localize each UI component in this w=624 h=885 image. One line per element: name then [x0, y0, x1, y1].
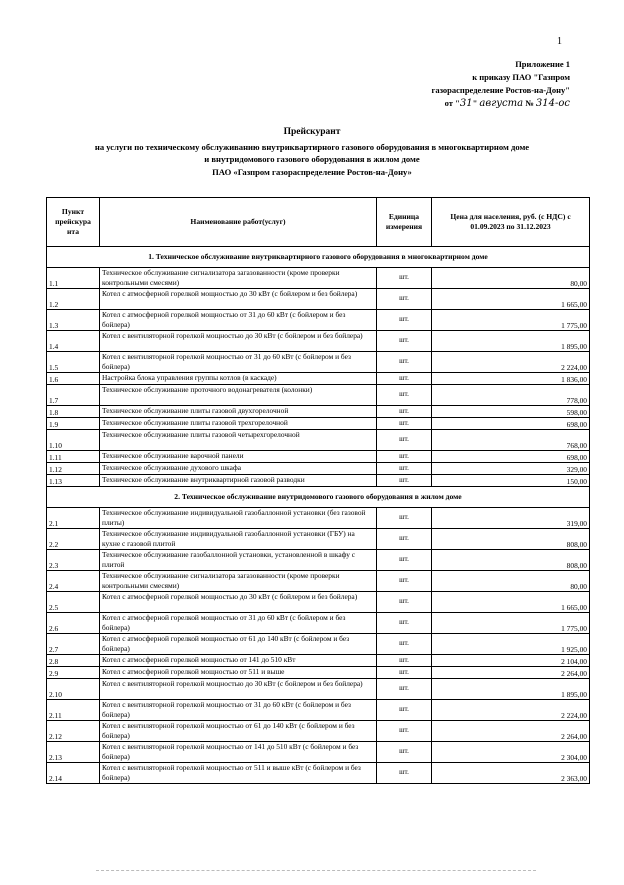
service-name-cell: Техническое обслуживание индивидуальной газобаллонной установки (без газовой плиты)	[100, 508, 377, 529]
unit-cell: шт.	[377, 373, 432, 385]
unit-cell: шт.	[377, 451, 432, 463]
item-number-cell: 2.6	[47, 613, 100, 634]
item-number-cell: 2.11	[47, 700, 100, 721]
unit-cell: шт.	[377, 406, 432, 418]
service-name-cell: Котел с атмосферной горелкой мощностью от 31 до 60 кВт (с бойлером и без бойлера)	[100, 613, 377, 634]
item-number-cell: 1.9	[47, 418, 100, 430]
price-cell: 698,00	[432, 418, 590, 430]
price-cell: 319,00	[432, 508, 590, 529]
table-row	[47, 742, 590, 763]
table-row	[47, 289, 590, 310]
table-row	[47, 430, 590, 451]
unit-cell: шт.	[377, 721, 432, 742]
price-cell: 80,00	[432, 571, 590, 592]
price-cell: 2 304,00	[432, 742, 590, 763]
table-row	[47, 613, 590, 634]
service-name-cell: Техническое обслуживание плиты газовой четырехгорелочной	[100, 430, 377, 451]
item-number-cell: 1.2	[47, 289, 100, 310]
title-line-1: на услуги по техническому обслуживанию внутриквартирного газового оборудования в многоквартирном доме	[94, 141, 530, 152]
item-number-cell: 2.5	[47, 592, 100, 613]
price-cell: 778,00	[432, 385, 590, 406]
unit-cell: шт.	[377, 331, 432, 352]
price-table	[46, 197, 590, 784]
service-name-cell: Котел с вентиляторной горелкой мощностью до 30 кВт (с бойлером и без бойлера)	[100, 331, 377, 352]
price-cell: 598,00	[432, 406, 590, 418]
price-cell: 150,00	[432, 475, 590, 487]
item-number-cell: 2.8	[47, 655, 100, 667]
service-name-cell: Котел с атмосферной горелкой мощностью до 30 кВт (с бойлером и без бойлера)	[100, 592, 377, 613]
unit-cell: шт.	[377, 550, 432, 571]
title-heading: Прейскурант	[283, 127, 341, 137]
price-cell: 698,00	[432, 451, 590, 463]
service-name-cell: Техническое обслуживание газобаллонной установки, установленной в шкафу с плитой	[100, 550, 377, 571]
unit-cell: шт.	[377, 385, 432, 406]
title-line-3: ПАО «Газпром газораспределение Ростов-на-Дону»	[212, 166, 412, 177]
price-cell: 1 895,00	[432, 679, 590, 700]
price-cell: 2 264,00	[432, 667, 590, 679]
table-row	[47, 406, 590, 418]
item-number-cell: 2.1	[47, 508, 100, 529]
service-name-cell: Котел с атмосферной горелкой мощностью до 30 кВт (с бойлером и без бойлера)	[100, 289, 377, 310]
service-name-cell: Техническое обслуживание проточного водонагревателя (колонки)	[100, 385, 377, 406]
item-number-cell: 1.13	[47, 475, 100, 487]
item-number-cell: 1.5	[47, 352, 100, 373]
unit-cell: шт.	[377, 571, 432, 592]
unit-cell: шт.	[377, 310, 432, 331]
unit-cell: шт.	[377, 508, 432, 529]
price-cell: 1 925,00	[432, 634, 590, 655]
page-number: 1	[557, 36, 562, 47]
table-row	[47, 331, 590, 352]
unit-cell: шт.	[377, 634, 432, 655]
item-number-cell: 1.8	[47, 406, 100, 418]
service-name-cell: Котел с атмосферной горелкой мощностью от 61 до 140 кВт (с бойлером и без бойлера)	[100, 634, 377, 655]
service-name-cell: Техническое обслуживание сигнализатора загазованности (кроме проверки контрольными смесями)	[100, 268, 377, 289]
unit-cell: шт.	[377, 475, 432, 487]
price-cell: 2 104,00	[432, 655, 590, 667]
table-header-row	[47, 198, 590, 247]
unit-cell: шт.	[377, 613, 432, 634]
price-cell: 1 775,00	[432, 310, 590, 331]
section-row	[47, 487, 590, 508]
unit-cell: шт.	[377, 742, 432, 763]
annex-block	[370, 58, 570, 110]
item-number-cell: 1.1	[47, 268, 100, 289]
unit-cell: шт.	[377, 700, 432, 721]
item-number-cell: 1.3	[47, 310, 100, 331]
service-name-cell: Техническое обслуживание внутриквартирной газовой разводки	[100, 475, 377, 487]
table-row	[47, 550, 590, 571]
table-row	[47, 385, 590, 406]
item-number-cell: 2.7	[47, 634, 100, 655]
unit-cell: шт.	[377, 268, 432, 289]
table-row	[47, 451, 590, 463]
price-cell: 1 895,00	[432, 331, 590, 352]
service-name-cell: Настройка блока управления группы котлов (в каскаде)	[100, 373, 377, 385]
service-name-cell: Техническое обслуживание плиты газовой двухгорелочной	[100, 406, 377, 418]
service-name-cell: Котел с вентиляторной горелкой мощностью от 141 до 510 кВт (с бойлером и без бойлера)	[100, 742, 377, 763]
price-cell: 808,00	[432, 529, 590, 550]
item-number-cell: 2.12	[47, 721, 100, 742]
unit-cell: шт.	[377, 592, 432, 613]
table-row	[47, 463, 590, 475]
price-cell: 2 264,00	[432, 721, 590, 742]
price-cell: 1 775,00	[432, 613, 590, 634]
table-row	[47, 268, 590, 289]
service-name-cell: Котел с атмосферной горелкой мощностью от 141 до 510 кВт	[100, 655, 377, 667]
unit-cell: шт.	[377, 667, 432, 679]
unit-cell: шт.	[377, 289, 432, 310]
order-date-prefix: от "	[444, 98, 460, 108]
header-unit: Единица измерения	[377, 198, 432, 247]
item-number-cell: 1.6	[47, 373, 100, 385]
service-name-cell: Котел с вентиляторной горелкой мощностью до 30 кВт (с бойлером и без бойлера)	[100, 679, 377, 700]
price-cell: 1 665,00	[432, 592, 590, 613]
service-name-cell: Техническое обслуживание плиты газовой трехгорелочной	[100, 418, 377, 430]
service-name-cell: Техническое обслуживание сигнализатора загазованности (кроме проверки контрольными смесями)	[100, 571, 377, 592]
table-row	[47, 571, 590, 592]
table-row	[47, 721, 590, 742]
item-number-cell: 2.14	[47, 763, 100, 784]
price-cell: 768,00	[432, 430, 590, 451]
section-row	[47, 247, 590, 268]
header-service-name: Наименование работ(услуг)	[100, 198, 377, 247]
item-number-cell: 2.2	[47, 529, 100, 550]
price-cell: 2 224,00	[432, 700, 590, 721]
order-number-sign: №	[525, 98, 534, 108]
service-name-cell: Котел с атмосферной горелкой мощностью от 31 до 60 кВт (с бойлером и без бойлера)	[100, 310, 377, 331]
price-cell: 329,00	[432, 463, 590, 475]
price-cell: 2 224,00	[432, 352, 590, 373]
table-row	[47, 700, 590, 721]
page-footer-rule	[96, 870, 536, 877]
order-day: 31	[459, 98, 473, 109]
item-number-cell: 1.4	[47, 331, 100, 352]
table-row	[47, 529, 590, 550]
annex-line-2: к приказу ПАО "Газпром	[472, 72, 570, 82]
service-name-cell: Техническое обслуживание варочной панели	[100, 451, 377, 463]
service-name-cell: Котел с вентиляторной горелкой мощностью от 511 и выше кВт (с бойлером и без бойлера)	[100, 763, 377, 784]
unit-cell: шт.	[377, 679, 432, 700]
service-name-cell: Котел с вентиляторной горелкой мощностью от 61 до 140 кВт (с бойлером и без бойлера)	[100, 721, 377, 742]
service-name-cell: Техническое обслуживание духового шкафа	[100, 463, 377, 475]
item-number-cell: 1.11	[47, 451, 100, 463]
service-name-cell: Котел с атмосферной горелкой мощностью от 511 и выше	[100, 667, 377, 679]
unit-cell: шт.	[377, 418, 432, 430]
table-row	[47, 418, 590, 430]
item-number-cell: 2.13	[47, 742, 100, 763]
annex-line-1: Приложение 1	[515, 59, 570, 69]
price-cell: 808,00	[432, 550, 590, 571]
document-title	[0, 126, 624, 178]
unit-cell: шт.	[377, 529, 432, 550]
service-name-cell: Котел с вентиляторной горелкой мощностью от 31 до 60 кВт (с бойлером и без бойлера)	[100, 700, 377, 721]
table-row	[47, 352, 590, 373]
header-price: Цена для населения, руб. (с НДС) с 01.09.2023 по 31.12.2023	[432, 198, 590, 247]
price-cell: 2 363,00	[432, 763, 590, 784]
item-number-cell: 1.10	[47, 430, 100, 451]
service-name-cell: Котел с вентиляторной горелкой мощностью от 31 до 60 кВт (с бойлером и без бойлера)	[100, 352, 377, 373]
order-date-quote: "	[472, 98, 478, 108]
unit-cell: шт.	[377, 352, 432, 373]
table-row	[47, 679, 590, 700]
table-row	[47, 655, 590, 667]
unit-cell: шт.	[377, 655, 432, 667]
table-row	[47, 373, 590, 385]
table-row	[47, 634, 590, 655]
order-month: августа	[479, 98, 524, 109]
unit-cell: шт.	[377, 463, 432, 475]
unit-cell: шт.	[377, 763, 432, 784]
unit-cell: шт.	[377, 430, 432, 451]
item-number-cell: 1.12	[47, 463, 100, 475]
table-row	[47, 763, 590, 784]
item-number-cell: 2.10	[47, 679, 100, 700]
table-row	[47, 592, 590, 613]
table-row	[47, 508, 590, 529]
table-row	[47, 475, 590, 487]
header-item-number: Пункт прейскура нта	[47, 198, 100, 247]
section-2-title: 2. Техническое обслуживание внутридомового газового оборудования в жилом доме	[47, 487, 590, 508]
table-row	[47, 667, 590, 679]
item-number-cell: 2.9	[47, 667, 100, 679]
price-cell: 1 665,00	[432, 289, 590, 310]
order-number: 314-ос	[535, 98, 570, 109]
item-number-cell: 1.7	[47, 385, 100, 406]
service-name-cell: Техническое обслуживание индивидуальной газобаллонной установки (ГБУ) на кухне с газовой плитой	[100, 529, 377, 550]
table-row	[47, 310, 590, 331]
item-number-cell: 2.4	[47, 571, 100, 592]
price-cell: 1 836,00	[432, 373, 590, 385]
section-1-title: 1. Техническое обслуживание внутриквартирного газового оборудования в многоквартирном доме	[47, 247, 590, 268]
price-cell: 80,00	[432, 268, 590, 289]
annex-line-4	[370, 97, 570, 110]
item-number-cell: 2.3	[47, 550, 100, 571]
title-line-2: и внутридомового газового оборудования в жилом доме	[204, 154, 420, 164]
annex-line-3: газораспределение Ростов-на-Дону"	[431, 85, 570, 95]
